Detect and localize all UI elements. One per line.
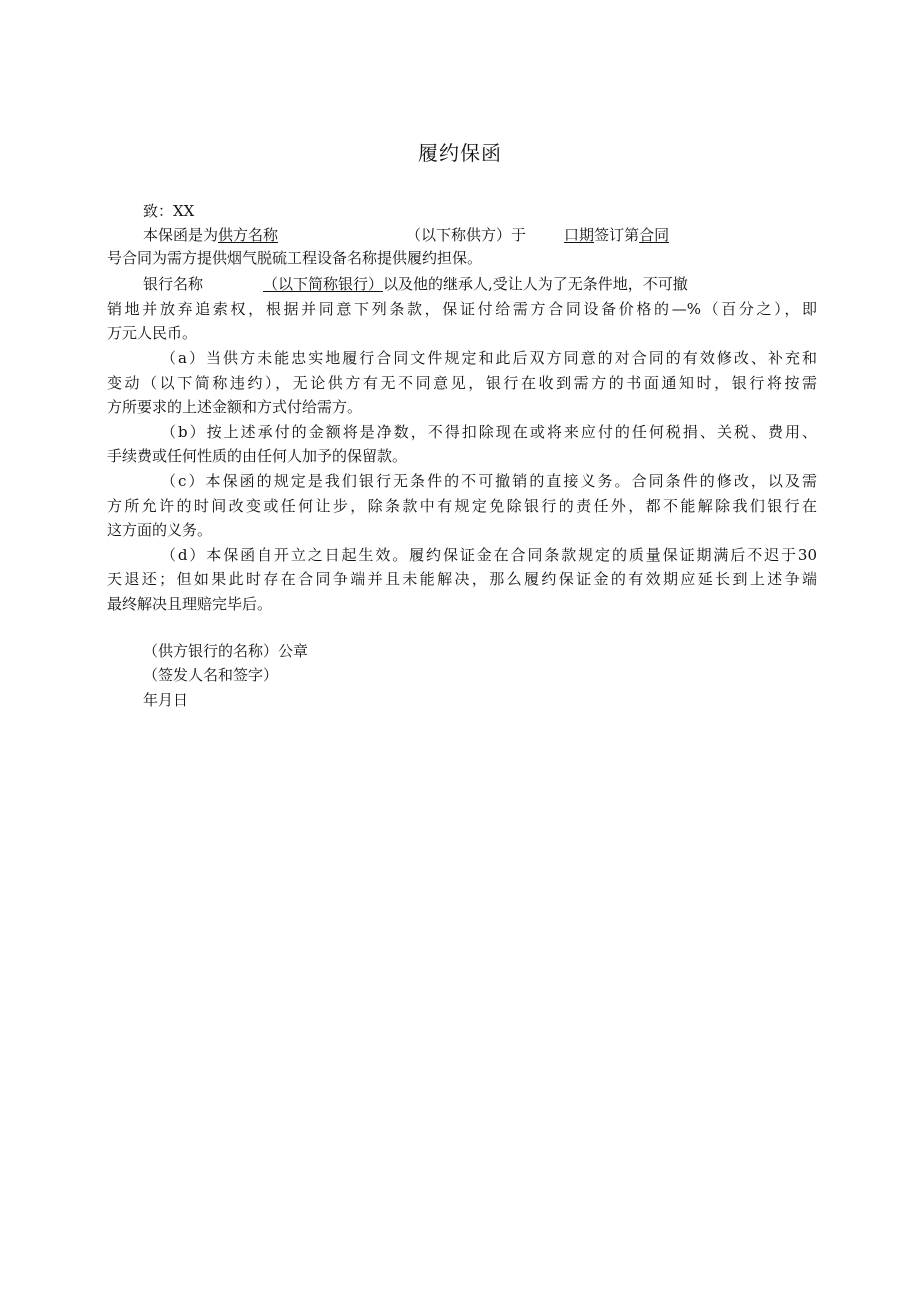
date-line: 年月日 [143,691,189,709]
bank-seal-line: （供方银行的名称）公章 [143,642,309,660]
bank-alias-field: （以下简称银行） [263,275,384,293]
clause-a-line-2: 变动（以下简称违约），无论供方有无不同意见，银行在收到需方的书面通知时，银行将按需 [107,374,817,392]
clause-d-line-1: （d）本保函自开立之日起生效。履约保证金在合同条款规定的质量保证期满后不迟于30 [161,546,817,564]
p1-text-a: 本保函是为 [143,226,219,244]
contract-field: 合同 [639,226,670,244]
paragraph-2-line-1 [143,272,817,296]
clause-c-line-2: 方所允许的时间改变或任何让步，除条款中有规定免除银行的责任外，都不能解除我们银行在 [107,497,817,515]
p1-text-c: 签订第 [594,226,640,244]
clause-d-line-2: 天退还；但如果此时存在合同争端并且未能解决，那么履约保证金的有效期应延长到上述争端 [107,570,817,588]
paragraph-2-line-2: 销地并放弃追索权，根据并同意下列条款，保证付给需方合同设备价格的—%（百分之），即 [107,300,817,318]
supplier-name-field: 供方名称 [218,226,279,244]
p2-text-a: 以及他的继承人,受让人为了无条件地，不可撤 [383,275,688,293]
paragraph-1-line-1 [143,223,817,247]
signer-line: （签发人名和签字） [143,666,279,684]
clause-c-line-3: 这方面的义务。 [107,521,213,539]
clause-d-line-3: 最终解决且理赔完毕后。 [107,595,273,613]
to-line: 致：XX [143,202,195,220]
clause-a-line-3: 方所要求的上述金额和方式付给需方。 [107,398,363,416]
p1-text-b: （以下称供方）于 [406,226,527,244]
clause-b-line-2: 手续费或任何性质的由任何人加予的保留款。 [107,447,408,465]
bank-name-field: 银行名称 [143,275,204,293]
clause-c-line-1: （c）本保函的规定是我们银行无条件的不可撤销的直接义务。合同条件的修改，以及需 [161,472,817,490]
paragraph-2-line-3: 万元人民币。 [107,324,198,342]
document-title: 履约保函 [418,141,502,165]
clause-a-line-1: （a）当供方未能忠实地履行合同文件规定和此后双方同意的对合同的有效修改、补充和 [161,349,817,367]
date-field: 口期 [564,226,595,244]
clause-b-line-1: （b）按上述承付的金额将是净数，不得扣除现在或将来应付的任何税捐、关税、费用、 [161,423,817,441]
paragraph-1-line-2: 号合同为需方提供烟气脱硫工程设备名称提供履约担保。 [107,249,483,267]
